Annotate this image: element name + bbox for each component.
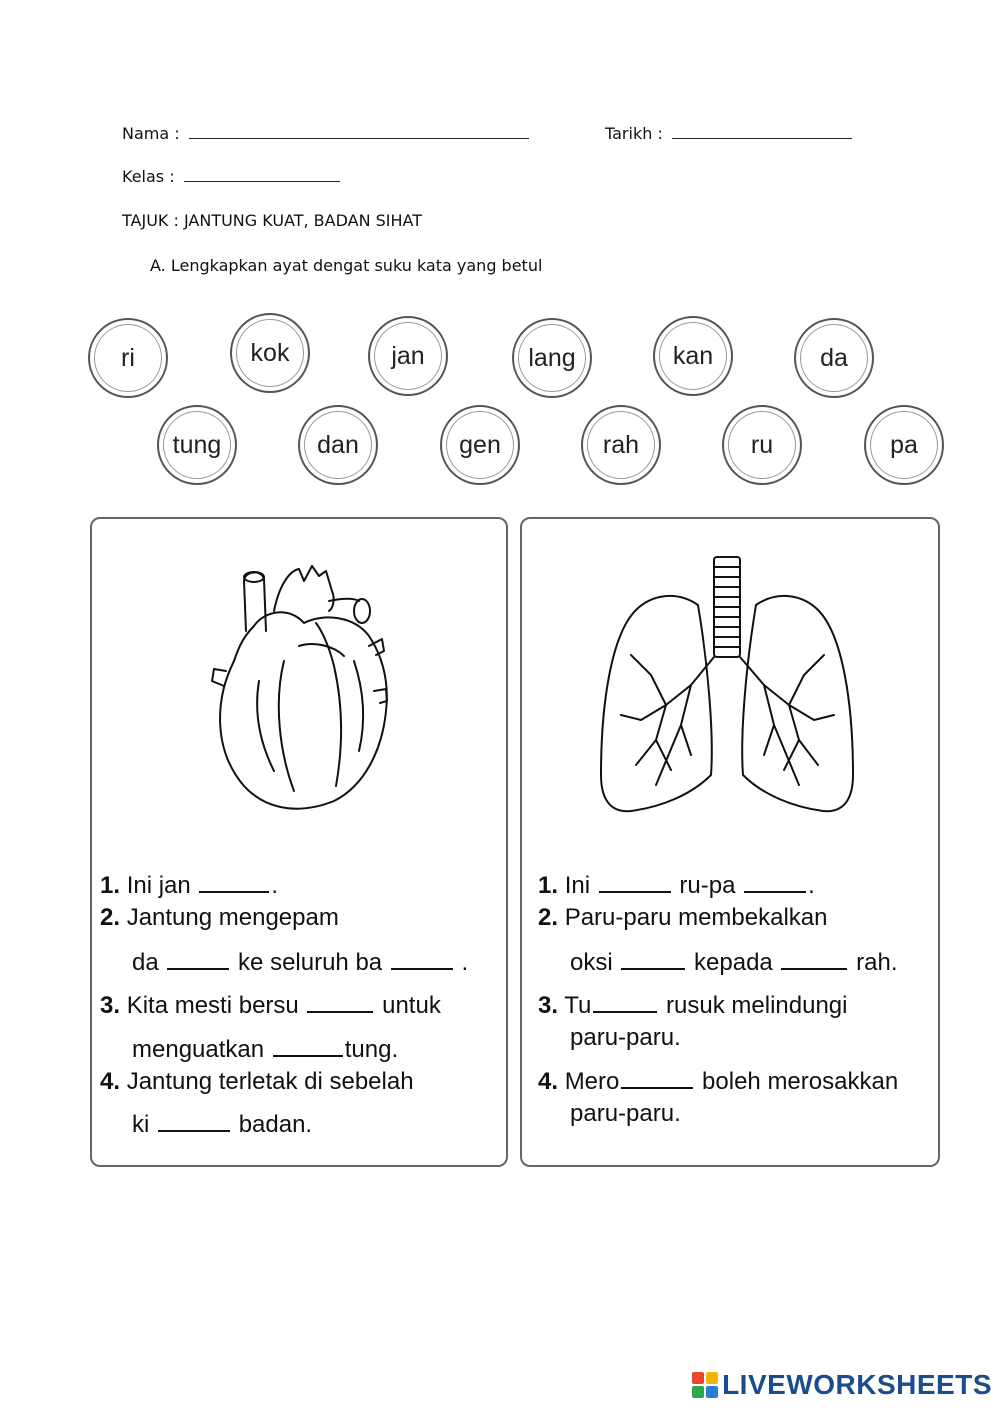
- lungs-panel: [520, 517, 940, 1167]
- lungs-illustration: [596, 555, 866, 825]
- heart-question-2-line2: [132, 949, 468, 977]
- question-number: 4.: [538, 1068, 559, 1095]
- question-text: boleh merosakkan: [702, 1068, 899, 1095]
- answer-blank[interactable]: [744, 890, 806, 893]
- lungs-question-2: [538, 904, 827, 932]
- syllable-bubble[interactable]: kan: [653, 316, 733, 396]
- answer-blank[interactable]: [593, 1010, 657, 1013]
- question-text: Jantung terletak di sebelah: [126, 1068, 414, 1095]
- question-number: 3.: [100, 992, 121, 1019]
- liveworksheets-logo[interactable]: [692, 1369, 992, 1401]
- name-input-line[interactable]: [189, 137, 529, 139]
- question-text: Ini jan: [126, 872, 191, 899]
- worksheet-title: TAJUK : JANTUNG KUAT, BADAN SIHAT: [122, 211, 423, 230]
- question-text: rah.: [856, 949, 898, 976]
- question-text: .: [808, 872, 815, 899]
- question-text: Tu: [564, 992, 592, 1019]
- question-text: untuk: [382, 992, 441, 1019]
- tarikh-label: Tarikh :: [605, 124, 663, 143]
- heart-question-2: [100, 904, 339, 932]
- question-number: 3.: [538, 992, 559, 1019]
- syllable-bubble[interactable]: jan: [368, 316, 448, 396]
- question-text: da: [132, 949, 159, 976]
- question-text: ki: [132, 1111, 150, 1138]
- answer-blank[interactable]: [621, 967, 685, 970]
- question-text: Kita mesti bersu: [126, 992, 299, 1019]
- instruction-text: A. Lengkapkan ayat dengat suku kata yang betul: [150, 256, 543, 275]
- question-number: 1.: [100, 872, 121, 899]
- heart-illustration: [204, 551, 404, 821]
- name-field: [122, 124, 529, 143]
- answer-blank[interactable]: [273, 1054, 343, 1057]
- nama-label: Nama :: [122, 124, 180, 143]
- syllable-bubble[interactable]: kok: [230, 313, 310, 393]
- question-text: ke seluruh ba: [238, 949, 383, 976]
- question-text: .: [461, 949, 469, 976]
- syllable-bubble[interactable]: ri: [88, 318, 168, 398]
- question-text: Paru-paru membekalkan: [564, 904, 828, 931]
- syllable-bubble[interactable]: gen: [440, 405, 520, 485]
- question-text: menguatkan: [132, 1036, 265, 1063]
- question-text: badan.: [238, 1111, 313, 1138]
- syllable-bubble[interactable]: ru: [722, 405, 802, 485]
- question-text: oksi: [570, 949, 613, 976]
- answer-blank[interactable]: [167, 967, 229, 970]
- heart-question-4-line2: [132, 1111, 312, 1139]
- lungs-question-1: [538, 872, 815, 900]
- heart-question-1: [100, 872, 278, 900]
- liveworksheets-logo-icon: [692, 1372, 718, 1398]
- answer-blank[interactable]: [307, 1010, 373, 1013]
- heart-question-3-line2: [132, 1036, 398, 1064]
- heart-question-3: [100, 992, 441, 1020]
- answer-blank[interactable]: [781, 967, 847, 970]
- syllable-bubble[interactable]: pa: [864, 405, 944, 485]
- question-text: tung.: [344, 1036, 399, 1063]
- question-text: .: [271, 872, 279, 899]
- lungs-question-2-line2: [570, 949, 897, 977]
- heart-panel: [90, 517, 508, 1167]
- syllable-bubble[interactable]: tung: [157, 405, 237, 485]
- question-number: 4.: [100, 1068, 121, 1095]
- heart-question-4: [100, 1068, 414, 1096]
- question-text: kepada: [694, 949, 773, 976]
- answer-blank[interactable]: [158, 1129, 230, 1132]
- question-number: 2.: [538, 904, 559, 931]
- question-text: Mero: [564, 1068, 620, 1095]
- kelas-label: Kelas :: [122, 167, 175, 186]
- answer-blank[interactable]: [391, 967, 453, 970]
- date-input-line[interactable]: [672, 137, 852, 139]
- lungs-question-4: [538, 1068, 898, 1096]
- syllable-bubble[interactable]: lang: [512, 318, 592, 398]
- answer-blank[interactable]: [621, 1086, 693, 1089]
- question-number: 1.: [538, 872, 559, 899]
- class-input-line[interactable]: [184, 180, 340, 182]
- question-text: ru-pa: [679, 872, 736, 899]
- question-text: Ini: [564, 872, 591, 899]
- question-text: Jantung mengepam: [126, 904, 339, 931]
- date-field: [605, 124, 852, 143]
- lungs-question-3: [538, 992, 847, 1020]
- liveworksheets-brand: LIVEWORKSHEETS: [722, 1369, 992, 1400]
- answer-blank[interactable]: [599, 890, 671, 893]
- lungs-question-4-line2: paru-paru.: [570, 1100, 681, 1127]
- question-number: 2.: [100, 904, 121, 931]
- question-text: rusuk melindungi: [666, 992, 848, 1019]
- class-field: [122, 167, 340, 186]
- syllable-bubble[interactable]: da: [794, 318, 874, 398]
- syllable-bubble[interactable]: rah: [581, 405, 661, 485]
- lungs-question-3-line2: paru-paru.: [570, 1024, 681, 1051]
- syllable-bubble[interactable]: dan: [298, 405, 378, 485]
- answer-blank[interactable]: [199, 890, 269, 893]
